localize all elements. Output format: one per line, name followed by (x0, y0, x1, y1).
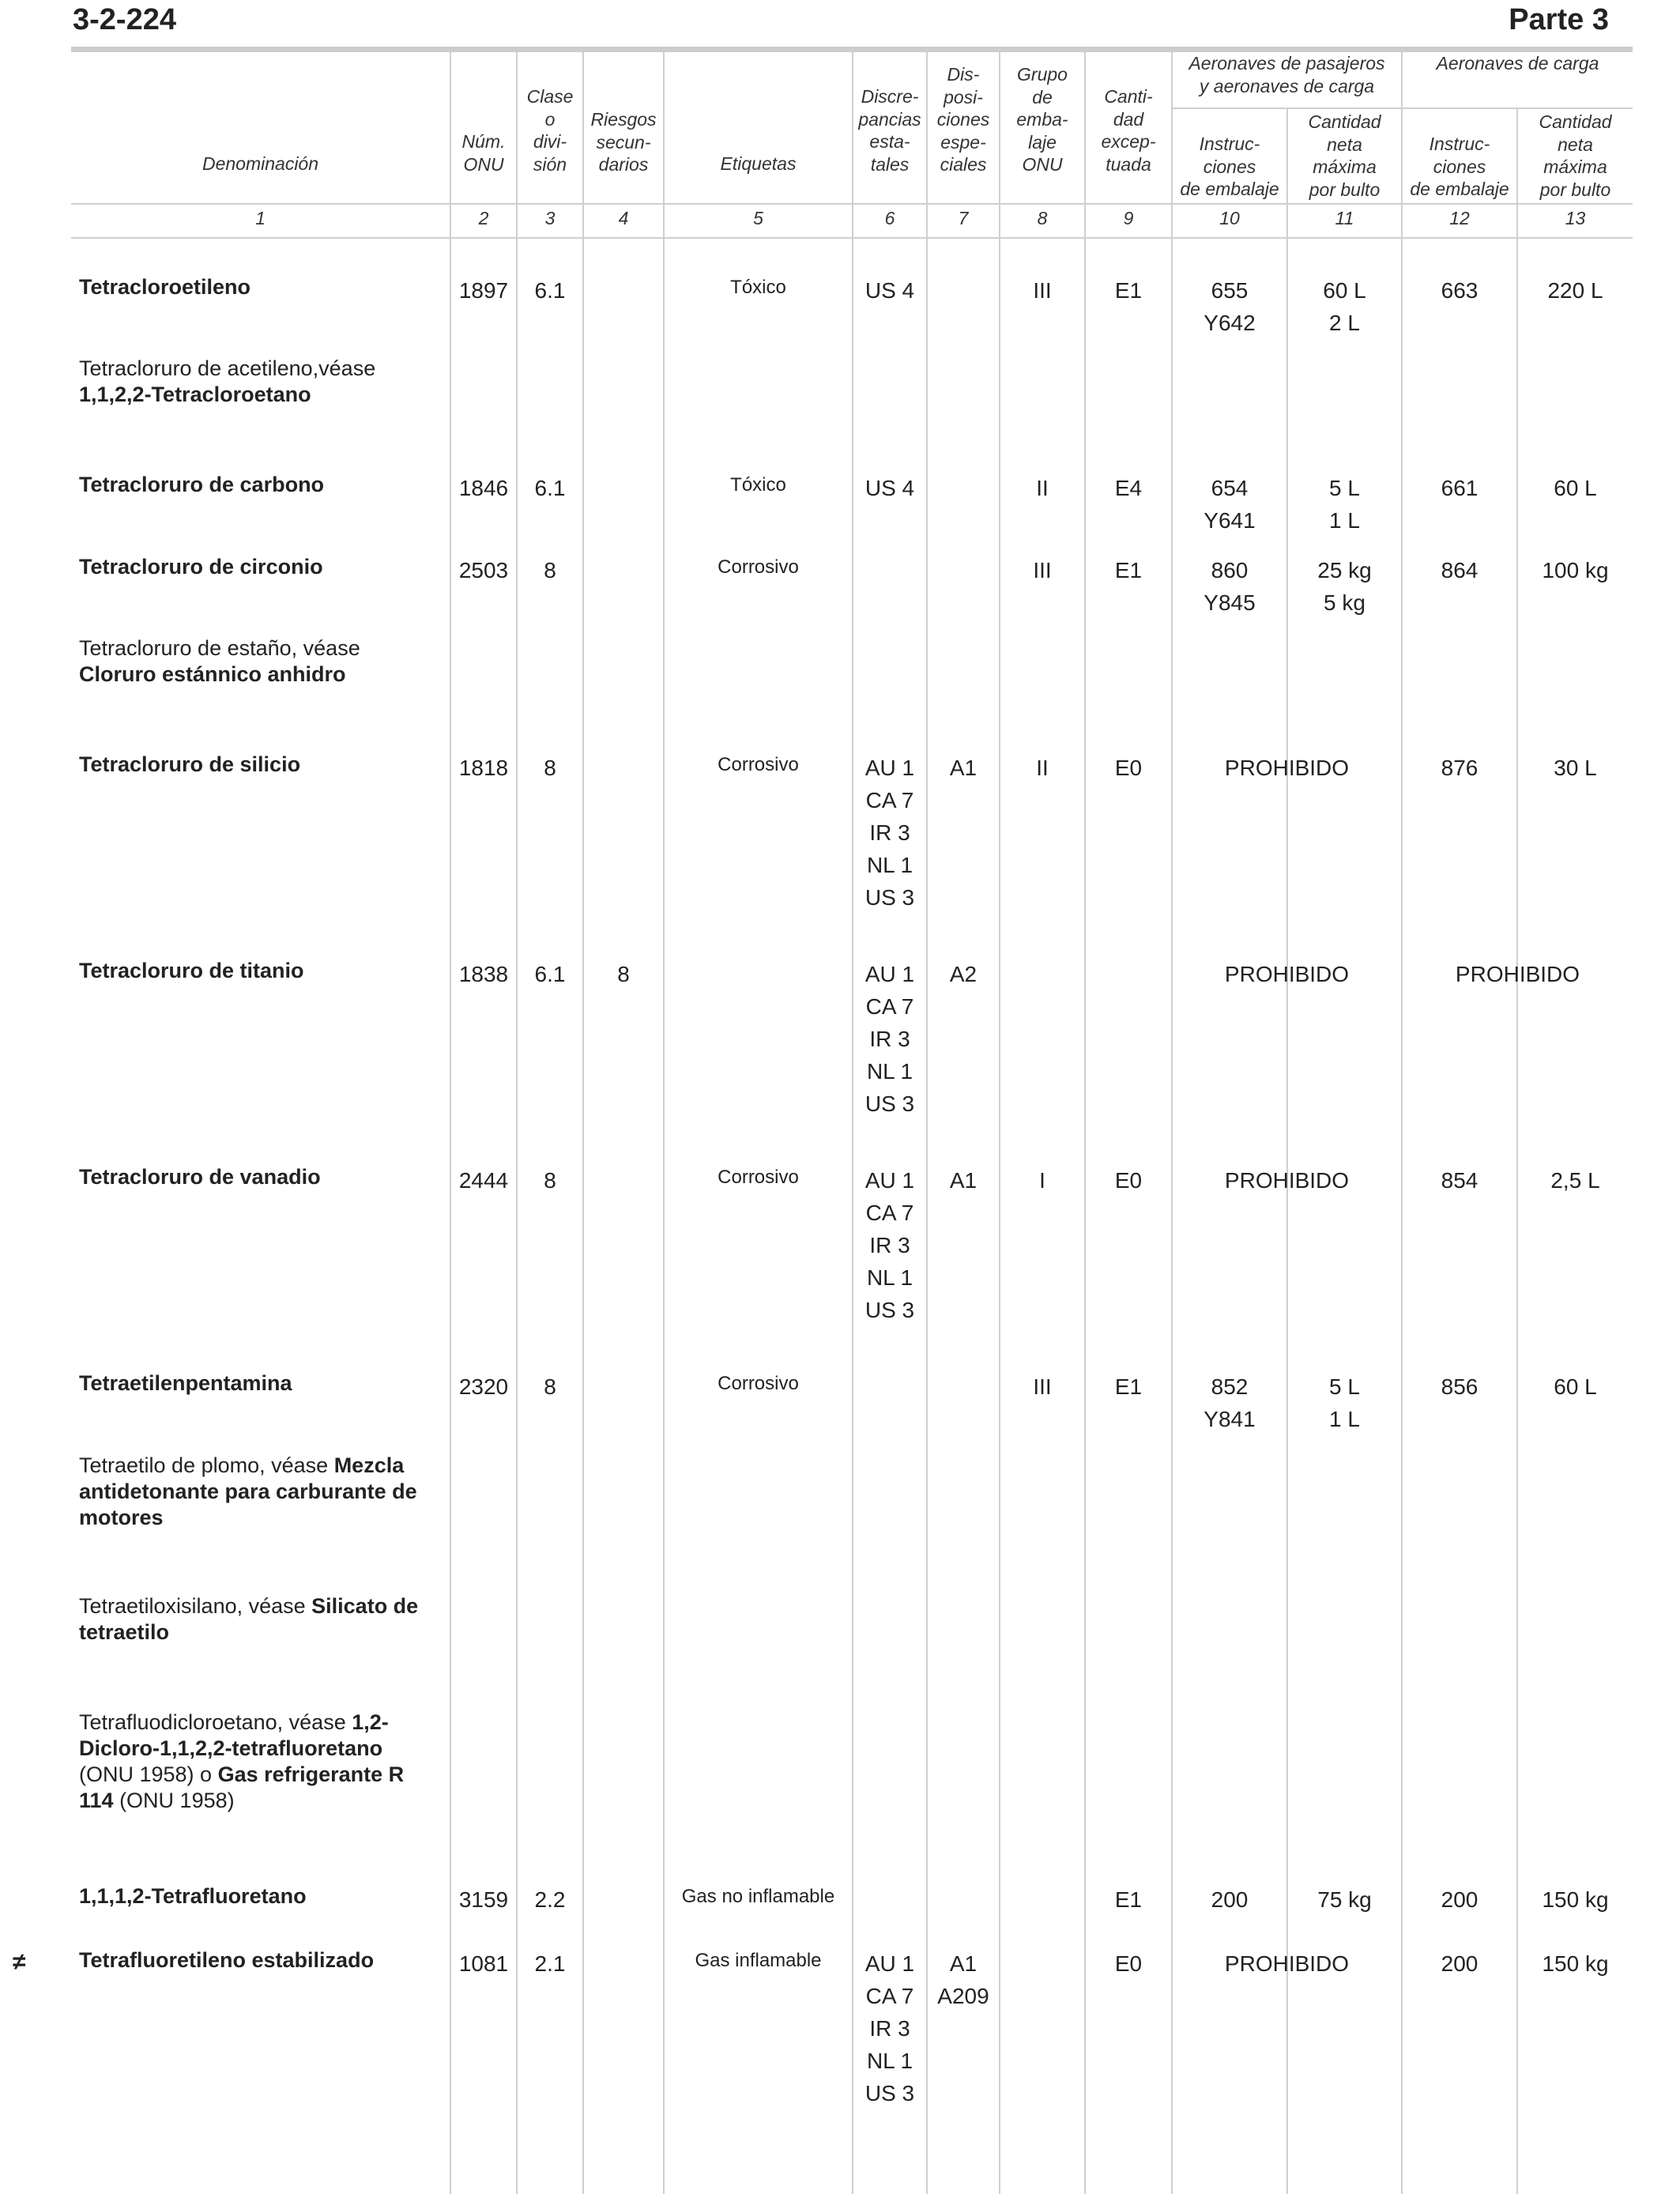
excepted-quantity: E1 (1114, 278, 1143, 303)
cargo-packing-instruction: 854 (1441, 1168, 1478, 1193)
page-header (71, 0, 1633, 47)
header-class: Clase o divi- sión (526, 86, 574, 175)
column-number: 11 (1335, 208, 1354, 228)
un-number: 1818 (458, 756, 509, 780)
header-passenger-cargo-aircraft: Aeronaves de pasajeros y aeronaves de carga (1188, 53, 1385, 96)
state-variations: AU 1 CA 7 IR 3 NL 1 US 3 (864, 962, 915, 1116)
col-divider (852, 52, 853, 2194)
reference-text: Tetracloruro de estaño, véase Cloruro estánnico anhidro (79, 636, 360, 686)
un-number: 1846 (458, 476, 509, 500)
class-division: 6.1 (534, 962, 566, 986)
col-divider (1171, 52, 1173, 2194)
header-excepted-qty: Canti- dad excep- tuada (1101, 86, 1156, 175)
header-packing-instructions: Instruc- ciones de embalaje (1180, 134, 1279, 199)
state-variations: AU 1 CA 7 IR 3 NL 1 US 3 (864, 1168, 915, 1322)
reference-text: Tetracloruro de acetileno,véase 1,1,2,2-Tetracloroetano (79, 356, 376, 406)
part-label: Parte 3 (1509, 3, 1609, 36)
cargo-packing-instruction: 200 (1441, 1887, 1478, 1912)
cargo-max-quantity: 60 L (1554, 1374, 1597, 1399)
col-divider (926, 52, 928, 2194)
pax-packing-instruction: 655 Y642 (1203, 278, 1256, 335)
hazard-label: Corrosivo (718, 556, 799, 578)
cargo-packing-instruction: 200 (1441, 1951, 1478, 1976)
col-divider (450, 52, 451, 2194)
special-provisions: A1 (949, 1168, 977, 1193)
reference-text: Tetraetilo de plomo, véase Mezcla antidetonante para carburante de motores (79, 1453, 417, 1529)
cargo-max-quantity: 100 kg (1542, 558, 1609, 582)
special-provisions: A1 A209 (937, 1951, 989, 2008)
pax-prohibited: PROHIBIDO (1224, 962, 1350, 986)
substance-name: Tetracloroetileno (79, 275, 251, 299)
un-number: 2503 (458, 558, 509, 582)
special-provisions: A1 (949, 756, 977, 780)
un-number: 2320 (458, 1374, 509, 1399)
header-max-net-qty: Cantidad neta máxima por bulto (1539, 111, 1612, 200)
cargo-packing-instruction: 864 (1441, 558, 1478, 582)
pax-packing-instruction: 852 Y841 (1203, 1374, 1256, 1431)
substance-name: Tetracloruro de carbono (79, 473, 325, 496)
cargo-max-quantity: 150 kg (1542, 1951, 1609, 1976)
packing-group: III (1033, 558, 1052, 582)
un-number: 1081 (458, 1951, 509, 1976)
packing-group: II (1036, 756, 1049, 780)
cargo-max-quantity: 150 kg (1542, 1887, 1609, 1912)
col-divider (999, 52, 1000, 2194)
pax-max-quantity: 5 L 1 L (1329, 476, 1360, 533)
column-number: 10 (1219, 208, 1240, 228)
cargo-packing-instruction: 663 (1441, 278, 1478, 303)
column-number: 8 (1037, 208, 1048, 228)
cargo-max-quantity: 2,5 L (1550, 1168, 1600, 1193)
reference-text: Tetraetiloxisilano, véase Silicato de tetraetilo (79, 1594, 419, 1644)
page-number: 3-2-224 (73, 3, 176, 36)
cargo-prohibited: PROHIBIDO (1455, 962, 1580, 986)
class-division: 6.1 (534, 476, 566, 500)
col-divider (1401, 52, 1403, 2194)
column-number: 12 (1449, 208, 1470, 228)
cargo-packing-instruction: 661 (1441, 476, 1478, 500)
excepted-quantity: E1 (1114, 1887, 1143, 1912)
column-number: 9 (1123, 208, 1134, 228)
header-denominacion: Denominación (202, 153, 319, 174)
header-un-number: Núm. ONU (461, 131, 506, 175)
packing-group: I (1039, 1168, 1045, 1193)
class-division: 2.2 (534, 1887, 566, 1912)
pax-packing-instruction: 200 (1211, 1887, 1249, 1912)
excepted-quantity: E1 (1114, 1374, 1143, 1399)
pax-packing-instruction: 654 Y641 (1203, 476, 1256, 533)
header-labels: Etiquetas (720, 153, 797, 174)
substance-name: Tetrafluoretileno estabilizado (79, 1948, 375, 1972)
substance-name: Tetracloruro de silicio (79, 752, 301, 776)
excepted-quantity: E1 (1114, 558, 1143, 582)
state-variations: AU 1 CA 7 IR 3 NL 1 US 3 (864, 756, 915, 910)
pax-max-quantity: 60 L 2 L (1323, 278, 1366, 335)
header-special-provisions: Dis- posi- ciones espe- ciales (936, 64, 990, 175)
substance-name: Tetracloruro de vanadio (79, 1165, 321, 1189)
substance-name: Tetraetilenpentamina (79, 1371, 292, 1395)
col-divider (1084, 52, 1086, 2194)
packing-group: II (1036, 476, 1049, 500)
hazard-label: Tóxico (730, 474, 786, 496)
state-variations: US 4 (864, 476, 915, 500)
pax-packing-instruction: 860 Y845 (1203, 558, 1256, 615)
cargo-packing-instruction: 876 (1441, 756, 1478, 780)
excepted-quantity: E0 (1114, 1951, 1143, 1976)
class-division: 8 (544, 1168, 556, 1193)
column-number: 5 (753, 208, 763, 228)
header-packing-group: Grupo de emba- laje ONU (1016, 64, 1068, 175)
cargo-max-quantity: 60 L (1554, 476, 1597, 500)
substance-name: Tetracloruro de circonio (79, 555, 323, 579)
column-number: 13 (1565, 208, 1586, 228)
col-divider (582, 52, 584, 2194)
pax-max-quantity: 5 L 1 L (1329, 1374, 1360, 1431)
column-number: 7 (958, 208, 969, 228)
header-subsidiary-risks: Riesgos secun- darios (590, 109, 657, 175)
col-divider (516, 52, 518, 2194)
change-mark: ≠ (13, 1949, 26, 1975)
hazard-label: Corrosivo (718, 1373, 799, 1394)
column-number: 6 (884, 208, 895, 228)
substance-name: Tetracloruro de titanio (79, 959, 304, 982)
pax-max-quantity: 25 kg 5 kg (1317, 558, 1372, 615)
hazard-label: Gas no inflamable (681, 1886, 835, 1907)
col-divider (1516, 107, 1518, 2194)
pax-prohibited: PROHIBIDO (1224, 756, 1350, 780)
packing-group: III (1033, 1374, 1052, 1399)
excepted-quantity: E0 (1114, 1168, 1143, 1193)
hazard-label: Corrosivo (718, 1167, 799, 1188)
column-number: 4 (618, 208, 629, 228)
cargo-packing-instruction: 856 (1441, 1374, 1478, 1399)
header-max-net-qty: Cantidad neta máxima por bulto (1308, 111, 1381, 200)
header-state-variations: Discre- pancias esta- tales (858, 86, 921, 175)
subsidiary-risk: 8 (617, 962, 630, 986)
column-number: 1 (255, 208, 266, 228)
pax-prohibited: PROHIBIDO (1224, 1168, 1350, 1193)
header-rule (71, 47, 1633, 52)
un-number: 1897 (458, 278, 509, 303)
cargo-max-quantity: 30 L (1554, 756, 1597, 780)
pax-max-quantity: 75 kg (1317, 1887, 1372, 1912)
cargo-max-quantity: 220 L (1547, 278, 1603, 303)
pax-prohibited: PROHIBIDO (1224, 1951, 1350, 1976)
state-variations: US 4 (864, 278, 915, 303)
hazard-label: Tóxico (730, 277, 786, 298)
class-division: 8 (544, 1374, 556, 1399)
column-number: 2 (478, 208, 489, 228)
special-provisions: A2 (949, 962, 977, 986)
packing-group: III (1033, 278, 1052, 303)
hazard-label: Corrosivo (718, 754, 799, 775)
un-number: 1838 (458, 962, 509, 986)
state-variations: AU 1 CA 7 IR 3 NL 1 US 3 (864, 1951, 915, 2105)
class-division: 2.1 (534, 1951, 566, 1976)
excepted-quantity: E0 (1114, 756, 1143, 780)
excepted-quantity: E4 (1114, 476, 1143, 500)
header-cargo-aircraft: Aeronaves de carga (1436, 53, 1599, 74)
header-packing-instructions: Instruc- ciones de embalaje (1410, 134, 1509, 199)
column-number: 3 (544, 208, 556, 228)
col-divider (1286, 107, 1288, 2194)
class-division: 6.1 (534, 278, 566, 303)
un-number: 3159 (458, 1887, 509, 1912)
class-division: 8 (544, 756, 556, 780)
col-divider (663, 52, 665, 2194)
substance-name: 1,1,1,2-Tetrafluoretano (79, 1884, 307, 1908)
hazard-label: Gas inflamable (695, 1950, 822, 1971)
reference-text: Tetrafluodicloroetano, véase 1,2-Dicloro-1,1,2,2-tetrafluoretano (ONU 1958) o Gas refrigerante R 114 (ONU 1958) (79, 1710, 405, 1812)
class-division: 8 (544, 558, 556, 582)
un-number: 2444 (458, 1168, 509, 1193)
